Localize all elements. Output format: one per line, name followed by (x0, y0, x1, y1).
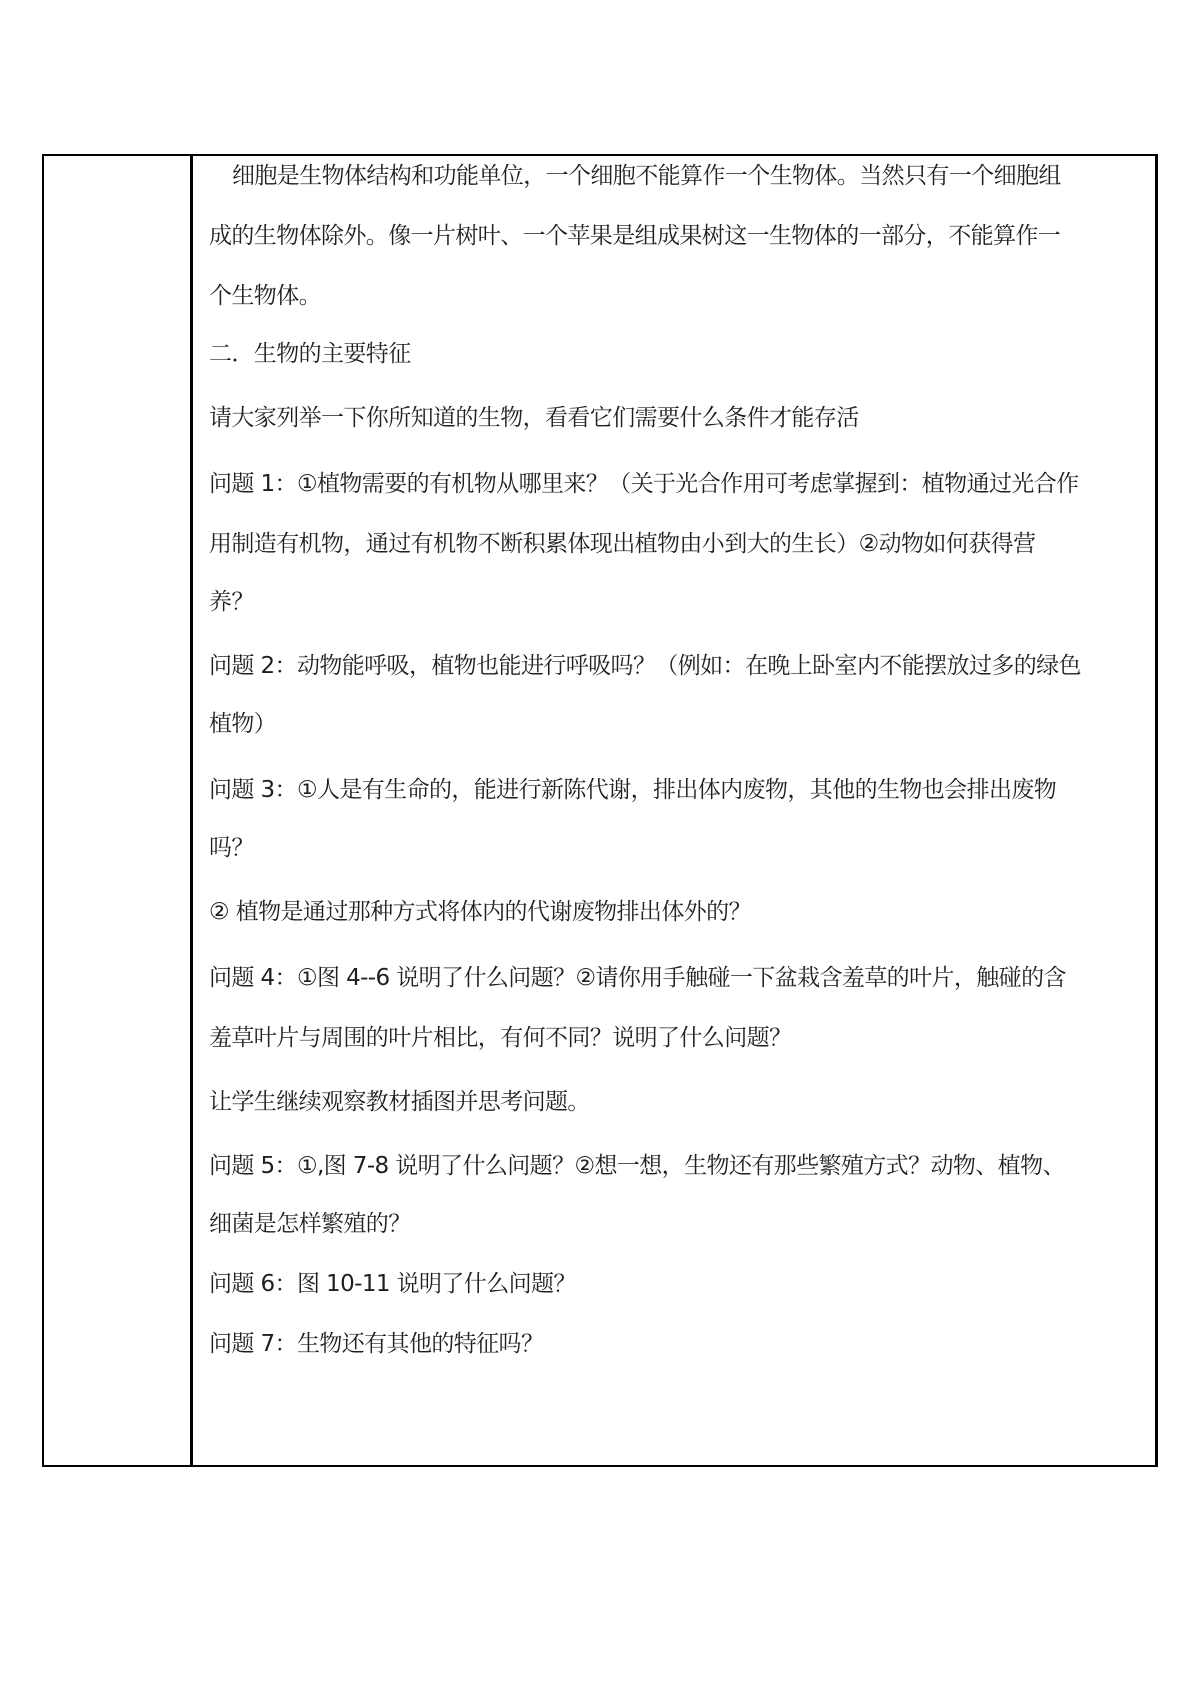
text-line: 细菌是怎样繁殖的？ (209, 1211, 411, 1237)
text-line: 羞草叶片与周围的叶片相比，有何不同？说明了什么问题？ (209, 1025, 792, 1051)
text-line: 个生物体。 (209, 283, 322, 309)
question-6: 问题 6：图 10-11 说明了什么问题？ (209, 1271, 576, 1297)
question-5: 问题 5：①,图 7-8 说明了什么问题？②想一想，生物还有那些繁殖方式？动物、植物、 (209, 1153, 1065, 1179)
left-column-cell (44, 156, 193, 1465)
question-3: 问题 3：①人是有生命的，能进行新陈代谢，排出体内废物，其他的生物也会排出废物 (209, 777, 1057, 803)
text-line: 养？ (209, 589, 254, 615)
text-line: 请大家列举一下你所知道的生物，看看它们需要什么条件才能存活 (209, 405, 859, 431)
text-line: 植物） (209, 711, 277, 737)
question-4: 问题 4：①图 4--6 说明了什么问题？②请你用手触碰一下盆栽含羞草的叶片，触碰的含 (209, 965, 1066, 991)
lesson-table (42, 154, 1158, 1467)
text-line: ② 植物是通过那种方式将体内的代谢废物排出体外的？ (209, 899, 751, 925)
text-line: 成的生物体除外。像一片树叶、一个苹果是组成果树这一生物体的一部分，不能算作一 (209, 223, 1061, 249)
question-1: 问题 1：①植物需要的有机物从哪里来？（关于光合作用可考虑掌握到：植物通过光合作 (209, 471, 1079, 497)
question-7: 问题 7：生物还有其他的特征吗？ (209, 1331, 544, 1357)
text-line: 细胞是生物体结构和功能单位，一个细胞不能算作一个生物体。当然只有一个细胞组 (232, 163, 1061, 189)
section-heading: 二．生物的主要特征 (209, 341, 411, 367)
text-line: 让学生继续观察教材插图并思考问题。 (209, 1089, 590, 1115)
text-line: 用制造有机物，通过有机物不断积累体现出植物由小到大的生长）②动物如何获得营 (209, 531, 1036, 557)
content-cell (196, 156, 1155, 1465)
text-line: 吗？ (209, 835, 254, 861)
question-2: 问题 2：动物能呼吸，植物也能进行呼吸吗？（例如：在晚上卧室内不能摆放过多的绿色 (209, 653, 1081, 679)
